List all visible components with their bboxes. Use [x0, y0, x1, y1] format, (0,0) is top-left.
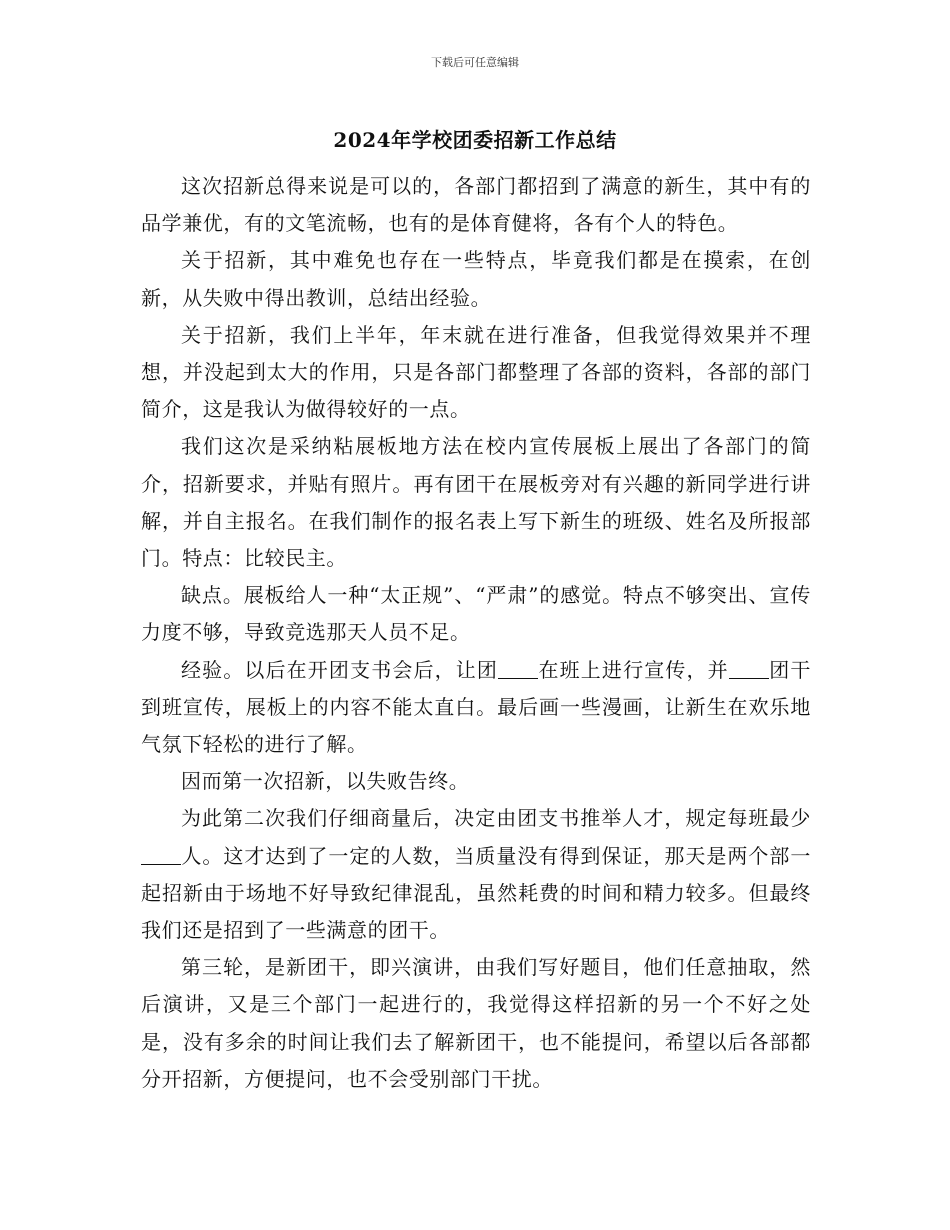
paragraph-segment: 人。这才达到了一定的人数，当质量没有得到保证，那天是两个部一起招新由于场地不好导致纪律混乱，虽然耗费的时间和精力较多。但最终我们还是招到了一些满意的团干。: [141, 843, 811, 943]
paragraph: 我们这次是采纳粘展板地方法在校内宣传展板上展出了各部门的简介，招新要求，并贴有照片。再有团干在展板旁对有兴趣的新同学进行讲解，并自主报名。在我们制作的报名表上写下新生的班级、姓名及所报部门。特点：比较民主。: [141, 434, 811, 571]
paragraph: [141, 800, 811, 949]
paragraph: 关于招新，其中难免也存在一些特点，毕竟我们都是在摸索，在创新，从失败中得出教训，总结出经验。: [141, 248, 811, 310]
document-body: [141, 168, 811, 1098]
download-note: 下载后可任意编辑: [431, 56, 519, 69]
paragraph: 因而第一次招新，以失败告终。: [181, 769, 470, 794]
paragraph-segment: 团干到班宣传，展板上的内容不能太直白。最后画一些漫画，让新生在欢乐地气氛下轻松的进行了解。: [141, 657, 812, 757]
document-title: 2024年学校团委招新工作总结: [333, 128, 617, 152]
paragraph-segment: 经验。以后在开团支书会后，让团: [181, 657, 498, 682]
fill-in-blank: [729, 660, 769, 679]
fill-in-blank: [141, 846, 181, 865]
paragraph: 关于招新，我们上半年，年末就在进行准备，但我觉得效果并不理想，并没起到太大的作用，只是各部门都整理了各部的资料，各部的部门简介，这是我认为做得较好的一点。: [141, 322, 811, 422]
paragraph-segment: 在班上进行宣传，并: [538, 657, 729, 682]
paragraph-segment: 为此第二次我们仔细商量后，决定由团支书推举人才，规定每班最少: [181, 806, 811, 831]
paragraph: 缺点。展板给人一种“太正规”、“严肃”的感觉。特点不够突出、宣传力度不够，导致竞选那天人员不足。: [141, 583, 811, 645]
paragraph: 第三轮，是新团干，即兴演讲，由我们写好题目，他们任意抽取，然后演讲，又是三个部门一起进行的，我觉得这样招新的另一个不好之处是，没有多余的时间让我们去了解新团干，也不能提问，希望以后各部都分开招新，方便提问，也不会受别部门干扰。: [141, 955, 811, 1091]
paragraph: 这次招新总得来说是可以的，各部门都招到了满意的新生，其中有的品学兼优，有的文笔流畅，也有的是体育健将，各有个人的特色。: [141, 174, 811, 236]
fill-in-blank: [498, 660, 538, 679]
paragraph: [141, 652, 811, 764]
